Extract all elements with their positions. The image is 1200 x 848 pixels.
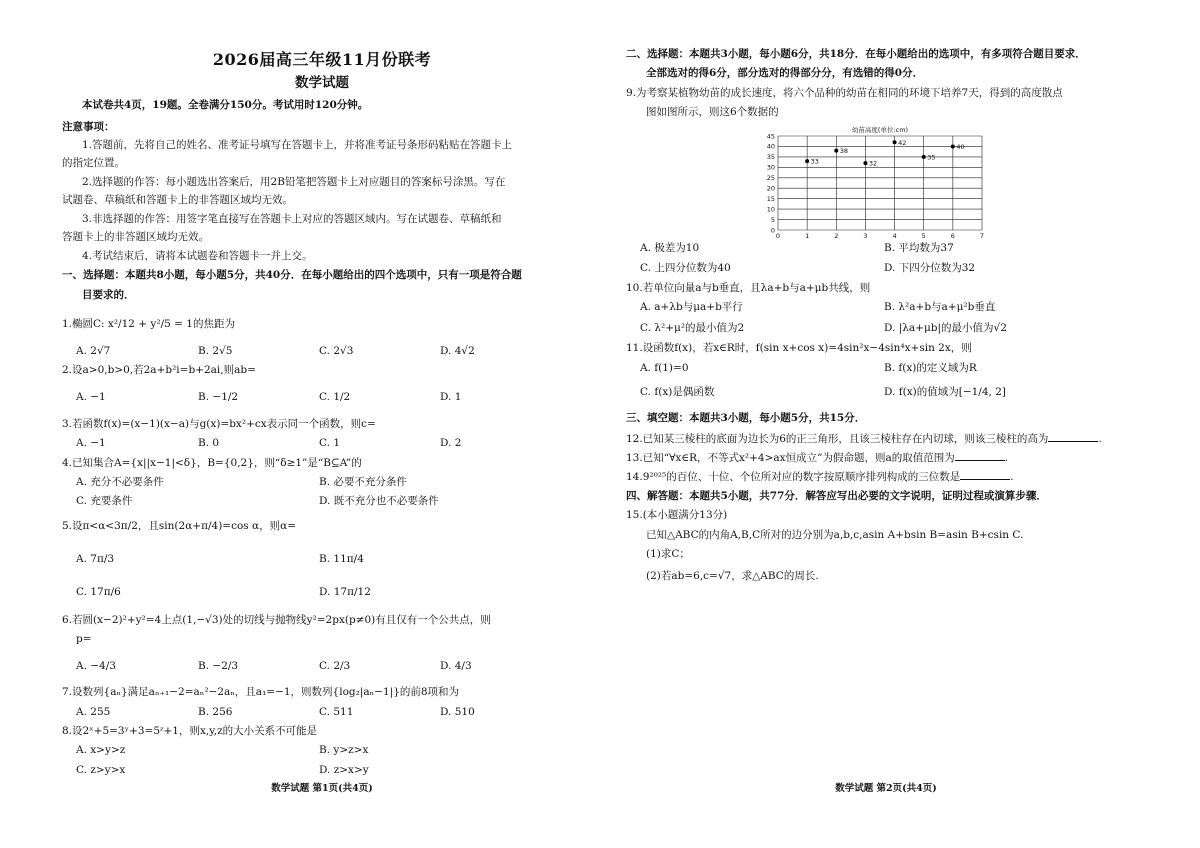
data-label: 38 — [839, 147, 849, 156]
question-12: 12.已知某三棱柱的底面为边长为6的正三角形，且该三棱柱存在内切球，则该三棱柱的高为 . — [626, 433, 1102, 445]
q6-option-d[interactable]: D. 4/3 — [440, 660, 472, 672]
data-label: 32 — [868, 159, 878, 168]
scatter-chart-svg — [760, 124, 1000, 240]
q8-option-d[interactable]: D. z>x>y — [319, 764, 369, 776]
answer-blank-13[interactable] — [955, 451, 1005, 461]
notes-heading: 注意事项： — [62, 121, 115, 133]
note-line: 试题卷、草稿纸和答题卡上的非答题区域均无效。 — [62, 194, 293, 206]
answer-blank-14[interactable] — [960, 470, 1010, 480]
y-tick-label: 15 — [766, 194, 775, 203]
section-2-heading: 二、选择题：本题共3小题，每小题6分，共18分．在每小题给出的选项中，有多项符合题目要求． — [626, 48, 1086, 60]
q10-option-a[interactable]: A. a+λb与μa+b平行 — [640, 301, 743, 313]
y-tick-label: 10 — [766, 205, 775, 214]
q10-option-b[interactable]: B. λ²a+b与a+μ²b垂直 — [884, 301, 996, 313]
q10-option-c[interactable]: C. λ²+μ²的最小值为2 — [640, 322, 745, 334]
section-3-heading: 三、填空题：本题共3小题，每小题5分，共15分． — [626, 412, 866, 424]
q9-option-b[interactable]: B. 平均数为37 — [884, 242, 954, 254]
q4-option-c[interactable]: C. 充要条件 — [76, 495, 133, 507]
exam-intro: 本试卷共4页，19题。全卷满分150分。考试用时120分钟。 — [82, 99, 369, 111]
q6-option-b[interactable]: B. −2/3 — [198, 660, 239, 672]
y-tick-label: 25 — [766, 174, 775, 183]
y-tick-label: 30 — [766, 163, 775, 172]
q7-option-d[interactable]: D. 510 — [440, 706, 475, 718]
q11-option-c[interactable]: C. f(x)是偶函数 — [640, 386, 715, 398]
q1-option-b[interactable]: B. 2√5 — [198, 345, 233, 357]
q2-option-d[interactable]: D. 1 — [440, 391, 462, 403]
y-tick-label: 40 — [766, 142, 775, 151]
question-15-head: 15.(本小题满分13分) — [626, 509, 728, 521]
q6-option-c[interactable]: C. 2/3 — [319, 660, 351, 672]
page-1-footer: 数学试题 第1页(共4页) — [271, 783, 373, 794]
y-tick-label: 5 — [770, 215, 775, 224]
q9-option-a[interactable]: A. 极差为10 — [640, 242, 700, 254]
question-1-stem: 1.椭圆C: x²/12 + y²/5 = 1的焦距为 — [62, 318, 235, 330]
x-tick-label: 1 — [805, 232, 810, 240]
question-3-stem: 3.若函数f(x)=(x−1)(x−a)与g(x)=bx²+cx表示同一个函数，则c= — [62, 418, 376, 430]
q3-option-c[interactable]: C. 1 — [319, 437, 341, 449]
q1-option-a[interactable]: A. 2√7 — [76, 345, 111, 357]
question-14-text: 14.9²⁰²⁵的百位、十位、个位所对应的数字按原顺序排列构成的三位数是 — [626, 471, 961, 483]
question-12-text: 12.已知某三棱柱的底面为边长为6的正三角形，且该三棱柱存在内切球，则该三棱柱的高为 — [626, 433, 1049, 445]
y-tick-label: 45 — [766, 132, 775, 141]
question-13: 13.已知“∀x∈R，不等式x²+4>ax恒成立”为假命题，则a的取值范围为 . — [626, 452, 1009, 464]
y-tick-label: 0 — [770, 226, 775, 235]
data-point — [893, 140, 897, 144]
q7-option-b[interactable]: B. 256 — [198, 706, 233, 718]
question-15-part-1: (1)求C； — [646, 548, 690, 560]
question-8-stem: 8.设2ˣ+5=3ʸ+3=5ᶻ+1，则x,y,z的大小关系不可能是 — [62, 725, 318, 737]
data-point — [951, 144, 955, 148]
q3-option-a[interactable]: A. −1 — [76, 437, 106, 449]
x-tick-label: 4 — [892, 232, 897, 240]
q1-option-c[interactable]: C. 2√3 — [319, 345, 354, 357]
data-point — [863, 161, 867, 165]
q11-option-b[interactable]: B. f(x)的定义域为R — [884, 362, 977, 374]
question-9-stem: 9.为考察某植物幼苗的成长速度，将六个品种的幼苗在相同的环境下培养7天，得到的高度散点 — [626, 87, 1063, 99]
note-line: 答题卡上的非答题区域均无效。 — [62, 231, 209, 243]
q5-option-b[interactable]: B. 11π/4 — [319, 553, 364, 565]
data-label: 42 — [898, 138, 907, 147]
data-point — [805, 159, 809, 163]
note-line: 2.选择题的作答：每小题选出答案后，用2B铅笔把答题卡上对应题目的答案标号涂黑。写在 — [82, 176, 506, 188]
question-15-line: 已知△ABC的内角A,B,C所对的边分别为a,b,c,asin A+bsin B=asin B+csin C. — [646, 529, 1024, 541]
q9-option-d[interactable]: D. 下四分位数为32 — [884, 262, 976, 274]
x-tick-label: 3 — [863, 232, 868, 240]
page-2-footer: 数学试题 第2页(共4页) — [835, 783, 937, 794]
exam-subtitle: 数学试题 — [295, 75, 349, 91]
q10-option-d[interactable]: D. |λa+μb|的最小值为√2 — [884, 322, 1007, 334]
data-label: 35 — [927, 153, 936, 162]
q4-option-d[interactable]: D. 既不充分也不必要条件 — [319, 495, 439, 507]
note-line: 3.非选择题的作答：用签字笔直接写在答题卡上对应的答题区域内。写在试题卷、草稿纸和 — [82, 213, 502, 225]
page-1 — [62, 0, 582, 848]
y-tick-label: 20 — [766, 184, 775, 193]
q3-option-d[interactable]: D. 2 — [440, 437, 462, 449]
question-13-text: 13.已知“∀x∈R，不等式x²+4>ax恒成立”为假命题，则a的取值范围为 — [626, 452, 955, 464]
scatter-chart — [760, 124, 1000, 240]
q5-option-c[interactable]: C. 17π/6 — [76, 586, 121, 598]
q6-option-a[interactable]: A. −4/3 — [76, 660, 116, 672]
q7-option-a[interactable]: A. 255 — [76, 706, 111, 718]
note-line: 1.答题前，先将自己的姓名、准考证号填写在答题卡上，并将准考证号条形码粘贴在答题卡上 — [82, 139, 513, 151]
data-label: 33 — [810, 157, 819, 166]
q4-option-a[interactable]: A. 充分不必要条件 — [76, 476, 164, 488]
x-tick-label: 2 — [834, 232, 839, 240]
q11-option-a[interactable]: A. f(1)=0 — [640, 362, 689, 374]
answer-blank-12[interactable] — [1048, 432, 1098, 442]
section-2-heading-cont: 全部选对的得6分，部分选对的得部分分，有选错的得0分． — [646, 67, 924, 79]
data-point — [834, 149, 838, 153]
q4-option-b[interactable]: B. 必要不充分条件 — [319, 476, 407, 488]
q8-option-c[interactable]: C. z>y>x — [76, 764, 126, 776]
q7-option-c[interactable]: C. 511 — [319, 706, 354, 718]
question-4-stem: 4.已知集合A={x||x−1|<δ}，B={0,2}，则“δ≥1”是“B⊆A”的 — [62, 457, 362, 469]
x-tick-label: 6 — [950, 232, 955, 240]
q8-option-a[interactable]: A. x>y>z — [76, 744, 126, 756]
q11-option-d[interactable]: D. f(x)的值域为[−1/4, 2] — [884, 386, 1006, 398]
q3-option-b[interactable]: B. 0 — [198, 437, 220, 449]
exam-title: 2026届高三年级11月份联考 — [212, 50, 432, 69]
x-tick-label: 0 — [775, 232, 781, 240]
q8-option-b[interactable]: B. y>z>x — [319, 744, 369, 756]
question-14: 14.9²⁰²⁵的百位、十位、个位所对应的数字按原顺序排列构成的三位数是 . — [626, 471, 1014, 483]
page-2 — [626, 0, 1146, 848]
chart-title: 幼苗高度(单位:cm) — [851, 126, 909, 134]
note-line: 的指定位置。 — [62, 157, 125, 169]
data-point — [922, 155, 926, 159]
x-tick-label: 7 — [979, 232, 985, 240]
question-6-stem-cont: p= — [76, 633, 92, 645]
section-1-heading-cont: 目要求的． — [82, 289, 135, 301]
q9-option-c[interactable]: C. 上四分位数为40 — [640, 262, 731, 274]
section-4-heading: 四、解答题：本题共5小题，共77分．解答应写出必要的文字说明，证明过程或演算步骤． — [626, 490, 1047, 502]
y-tick-label: 35 — [766, 153, 775, 162]
question-10-stem: 10.若单位向量a与b垂直，且λa+b与a+μb共线，则 — [626, 282, 871, 294]
q2-option-c[interactable]: C. 1/2 — [319, 391, 351, 403]
x-tick-label: 5 — [921, 232, 926, 240]
q5-option-a[interactable]: A. 7π/3 — [76, 553, 115, 565]
question-15-part-2: (2)若ab=6,c=√7，求△ABC的周长. — [646, 570, 819, 582]
question-2-stem: 2.设a>0,b>0,若2a+b²i=b+2ai,则ab= — [62, 364, 256, 376]
q2-option-a[interactable]: A. −1 — [76, 391, 106, 403]
q5-option-d[interactable]: D. 17π/12 — [319, 586, 371, 598]
question-9-stem-cont: 图如图所示，则这6个数据的 — [646, 106, 779, 118]
question-7-stem: 7.设数列{aₙ}满足aₙ₊₁−2=aₙ²−2aₙ，且a₁=−1，则数列{log₂|aₙ−1|}的前8项和为 — [62, 686, 460, 698]
question-5-stem: 5.设π<α<3π/2，且sin(2α+π/4)=cos α，则α= — [62, 520, 296, 532]
question-11-stem: 11.设函数f(x)，若x∈R时，f(sin x+cos x)=4sin²x−4sin⁴x+sin 2x，则 — [626, 342, 972, 354]
section-1-heading: 一、选择题：本题共8小题，每小题5分，共40分．在每小题给出的四个选项中，只有一项是符合题 — [62, 269, 522, 281]
data-label: 40 — [956, 142, 965, 151]
q1-option-d[interactable]: D. 4√2 — [440, 345, 475, 357]
note-line: 4.考试结束后，请将本试题卷和答题卡一并上交。 — [82, 250, 313, 262]
q2-option-b[interactable]: B. −1/2 — [198, 391, 239, 403]
question-6-stem: 6.若圆(x−2)²+y²=4上点(1,−√3)处的切线与抛物线y²=2px(p≠0)有且仅有一个公共点，则 — [62, 614, 491, 626]
